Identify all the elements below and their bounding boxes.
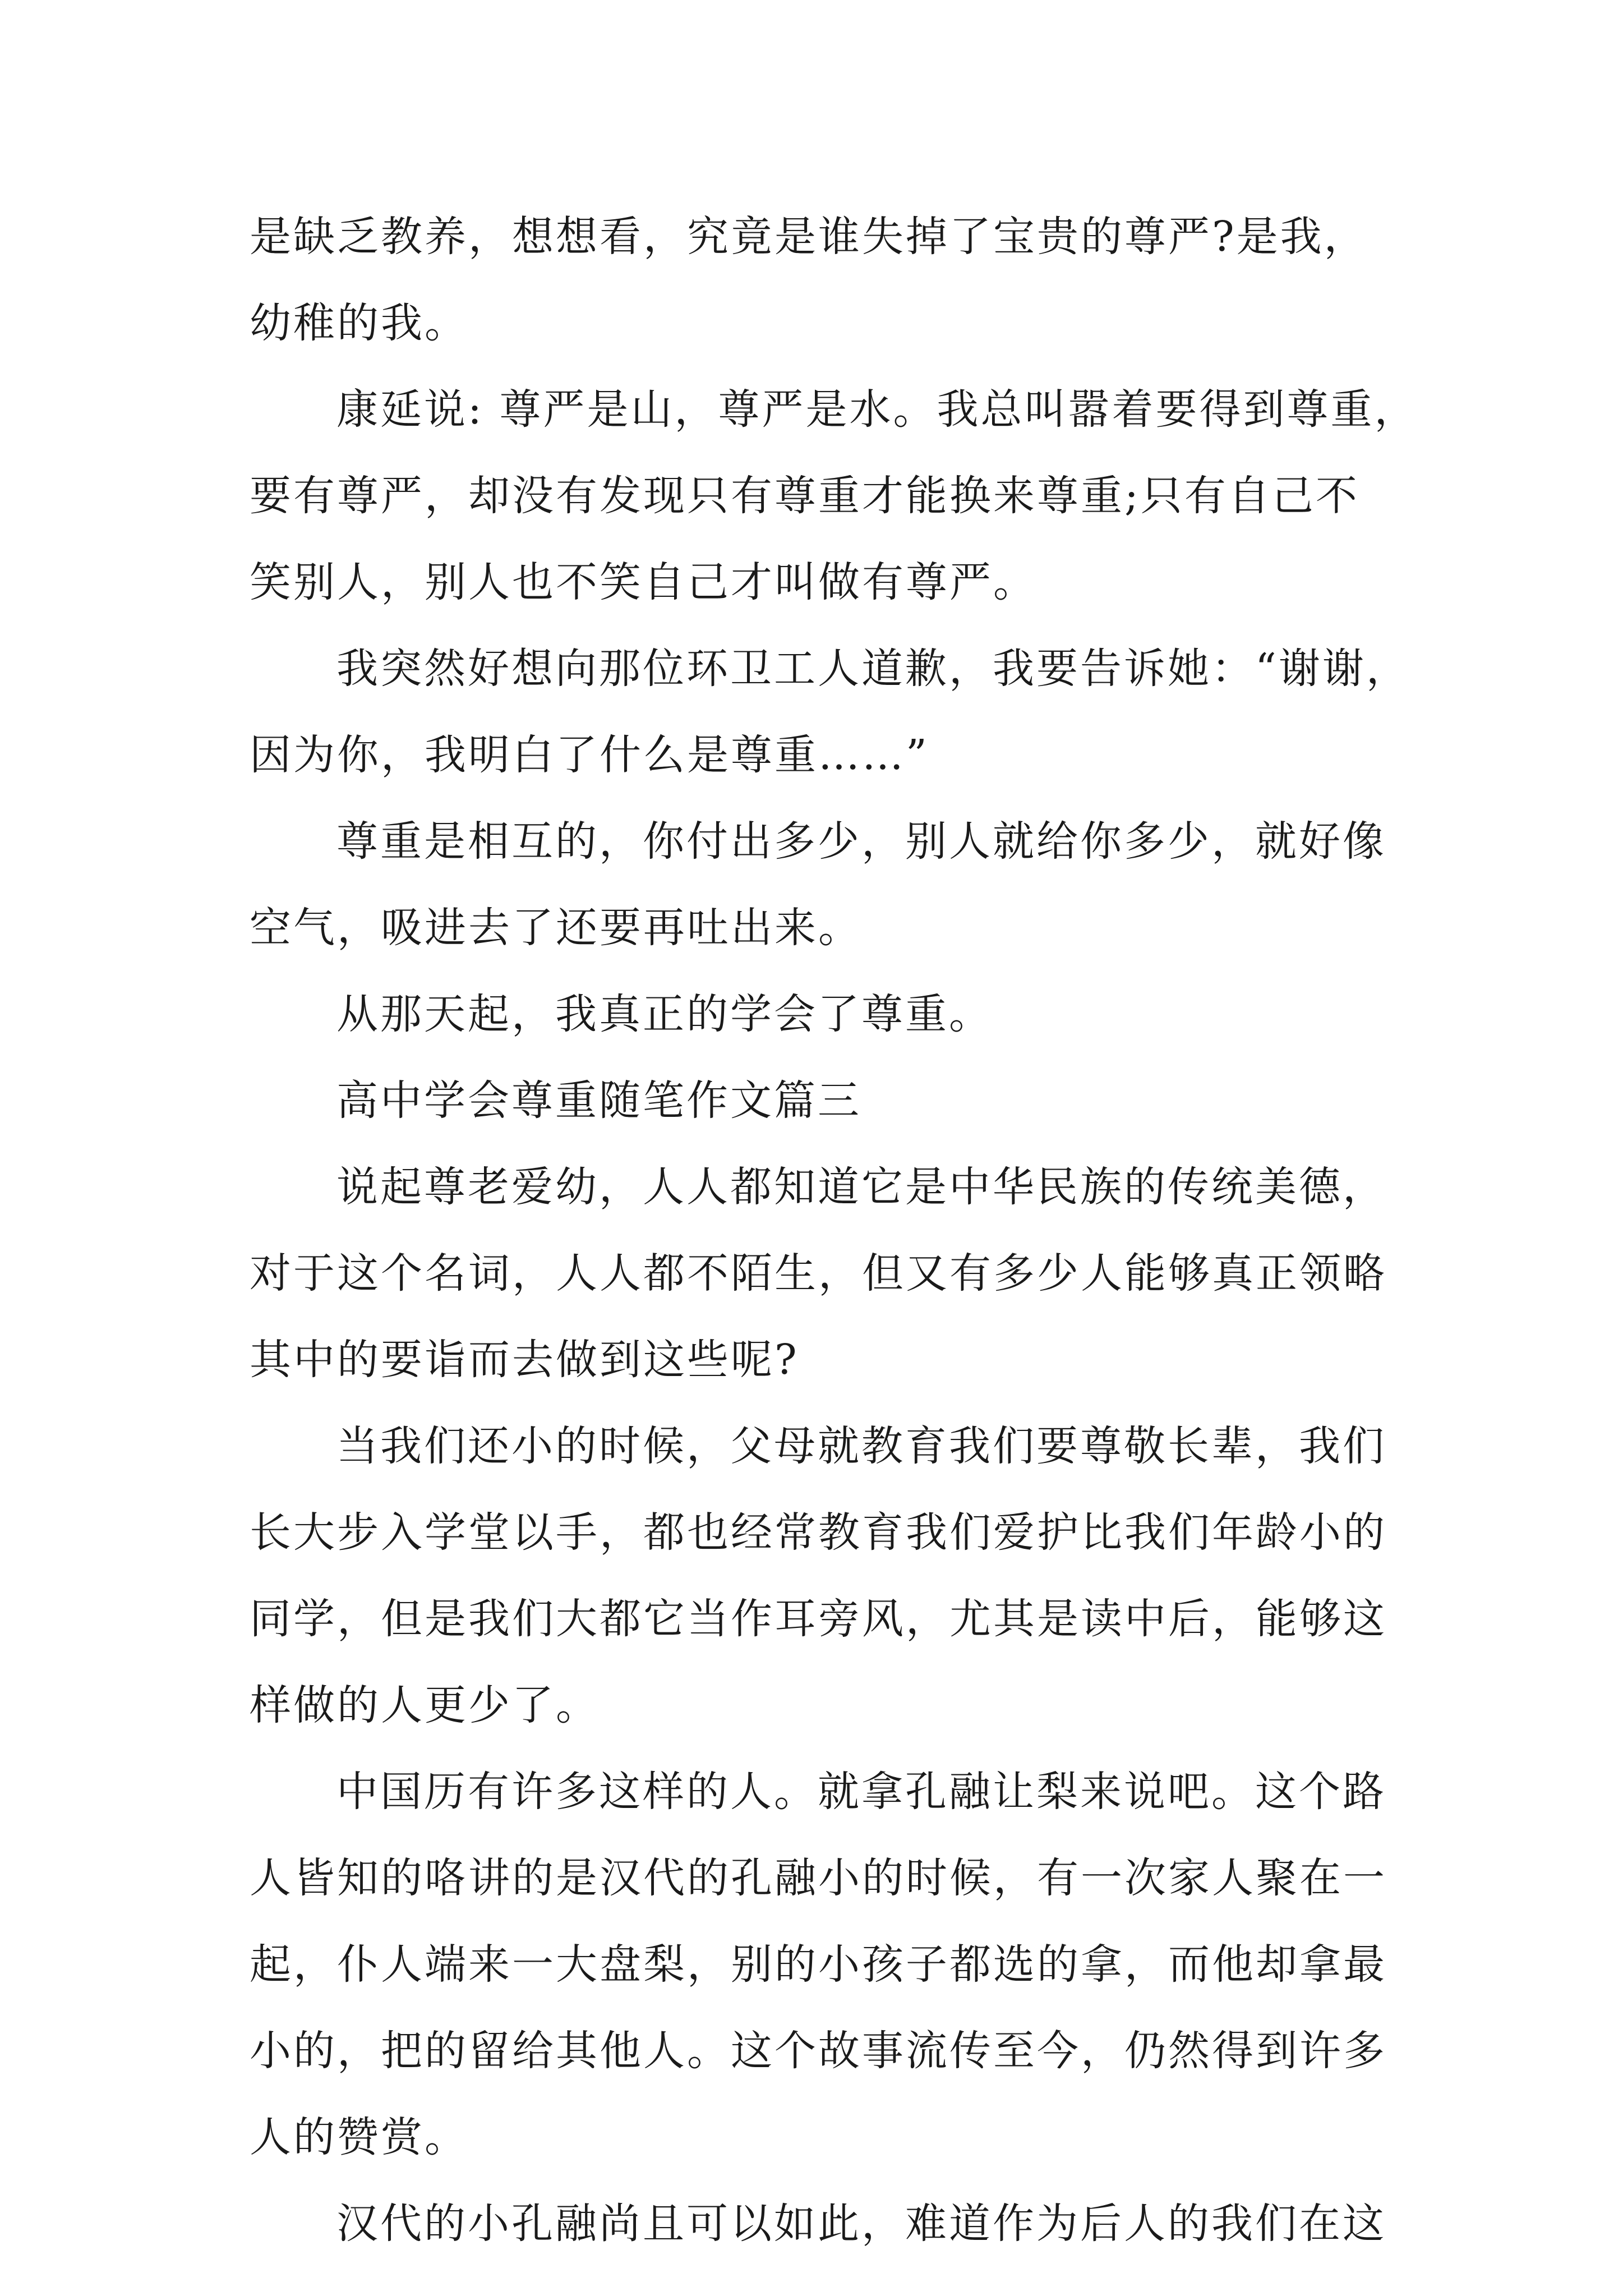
paragraph-start-line: 我突然好想向那位环卫工人道歉，我要告诉她：“谢谢， (336, 645, 1410, 693)
text-line: 小的，把的留给其他人。这个故事流传至今，仍然得到许多 (250, 2027, 1387, 2075)
text-line: 笑别人，别人也不笑自己才叫做有尊严。 (250, 558, 1037, 606)
text-line: 要有尊严，却没有发现只有尊重才能换来尊重;只有自己不 (250, 472, 1359, 520)
paragraph-start-line: 尊重是相互的，你付出多少，别人就给你多少，就好像 (336, 817, 1386, 866)
text-line: 样做的人更少了。 (250, 1681, 600, 1729)
paragraph-start-line: 从那天起，我真正的学会了尊重。 (336, 990, 993, 1038)
text-line: 同学，但是我们大都它当作耳旁风，尤其是读中后，能够这 (250, 1595, 1387, 1643)
text-line: 长大步入学堂以手，都也经常教育我们爱护比我们年龄小的 (250, 1508, 1387, 1557)
paragraph-start-line: 当我们还小的时候，父母就教育我们要尊敬长辈，我们 (336, 1422, 1386, 1470)
paragraph-start-line: 康延说: 尊严是山，尊严是水。我总叫嚣着要得到尊重， (336, 385, 1418, 434)
paragraph-start-line: 中国历有许多这样的人。就拿孔融让梨来说吧。这个路 (336, 1768, 1386, 1816)
text-line: 空气，吸进去了还要再吐出来。 (250, 904, 862, 952)
text-line: 其中的要诣而去做到这些呢? (250, 1336, 799, 1384)
text-line: 是缺乏教养，想想看，究竟是谁失掉了宝贵的尊严?是我， (250, 213, 1368, 261)
text-line: 人皆知的咯讲的是汉代的孔融小的时候，有一次家人聚在一 (250, 1854, 1387, 1902)
text-line: 因为你，我明白了什么是尊重……” (250, 731, 929, 779)
text-line: 人的赞赏。 (250, 2113, 468, 2161)
section-heading: 高中学会尊重随笔作文篇三 (336, 1076, 861, 1125)
text-line: 对于这个名词，人人都不陌生，但又有多少人能够真正领略 (250, 1249, 1387, 1297)
text-line: 起，仆人端来一大盘梨，别的小孩子都选的拿，而他却拿最 (250, 1940, 1387, 1989)
text-line: 幼稚的我。 (250, 299, 468, 347)
paragraph-start-line: 汉代的小孔融尚且可以如此，难道作为后人的我们在这 (336, 2200, 1386, 2248)
paragraph-start-line: 说起尊老爱幼，人人都知道它是中华民族的传统美德， (336, 1163, 1386, 1211)
